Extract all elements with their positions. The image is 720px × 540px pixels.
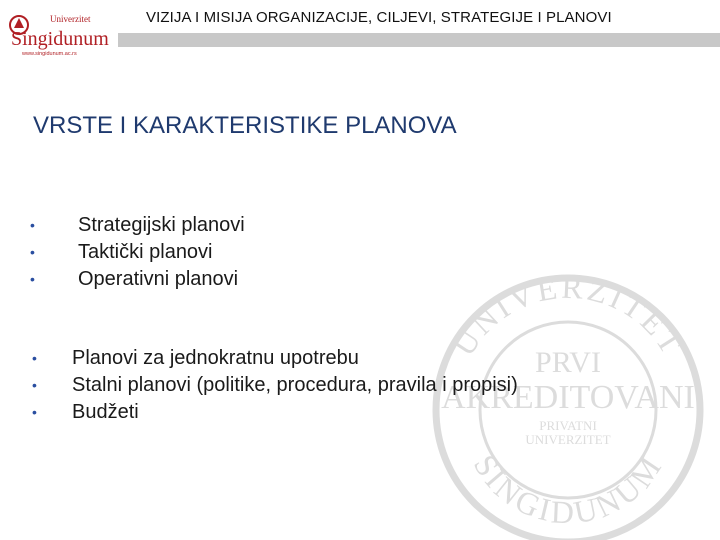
- list-item: [32, 372, 518, 399]
- list-item-label: Budžeti: [72, 401, 139, 423]
- list-item: [30, 212, 245, 239]
- seal-center-line-2: AKREDITOVANI: [441, 379, 695, 416]
- seal-arc-top: UNIVERZITET: [444, 268, 692, 363]
- slide-title: VRSTE I KARAKTERISTIKE PLANOVA: [33, 112, 457, 139]
- list-item: [32, 345, 518, 372]
- logo-url: www.singidunum.ac.rs: [22, 51, 77, 57]
- seal-center-line-4: UNIVERZITET: [525, 432, 611, 447]
- header-title: VIZIJA I MISIJA ORGANIZACIJE, CILJEVI, STRATEGIJE I PLANOVI: [146, 9, 612, 26]
- plan-types-list: [30, 212, 245, 293]
- list-item-label: Stalni planovi (politike, procedura, pravila i propisi): [72, 374, 518, 396]
- bullet-icon: •: [30, 244, 35, 260]
- list-item-label: Operativni planovi: [78, 268, 239, 290]
- bullet-icon: •: [30, 271, 35, 287]
- list-item-label: Taktički planovi: [78, 241, 213, 263]
- header-divider: [118, 33, 720, 47]
- seal-arc-bottom: SINGIDUNUM: [466, 447, 670, 531]
- seal-center-line-3: PRIVATNI: [539, 418, 597, 433]
- list-item: [30, 266, 245, 293]
- list-item: [30, 239, 245, 266]
- bullet-icon: •: [32, 377, 37, 393]
- list-item: [32, 399, 518, 426]
- list-item-label: Planovi za jednokratnu upotrebu: [72, 347, 359, 369]
- plan-characteristics-list: [32, 345, 518, 426]
- seal-center-line-1: PRVI: [535, 346, 601, 379]
- bullet-icon: •: [30, 217, 35, 233]
- list-item-label: Strategijski planovi: [78, 214, 245, 236]
- logo-name: Singidunum: [11, 28, 109, 50]
- bullet-icon: •: [32, 350, 37, 366]
- slide-header: [0, 0, 720, 56]
- singidunum-logo: [4, 8, 116, 62]
- logo-top-text: Univerzitet: [50, 14, 91, 24]
- bullet-icon: •: [32, 404, 37, 420]
